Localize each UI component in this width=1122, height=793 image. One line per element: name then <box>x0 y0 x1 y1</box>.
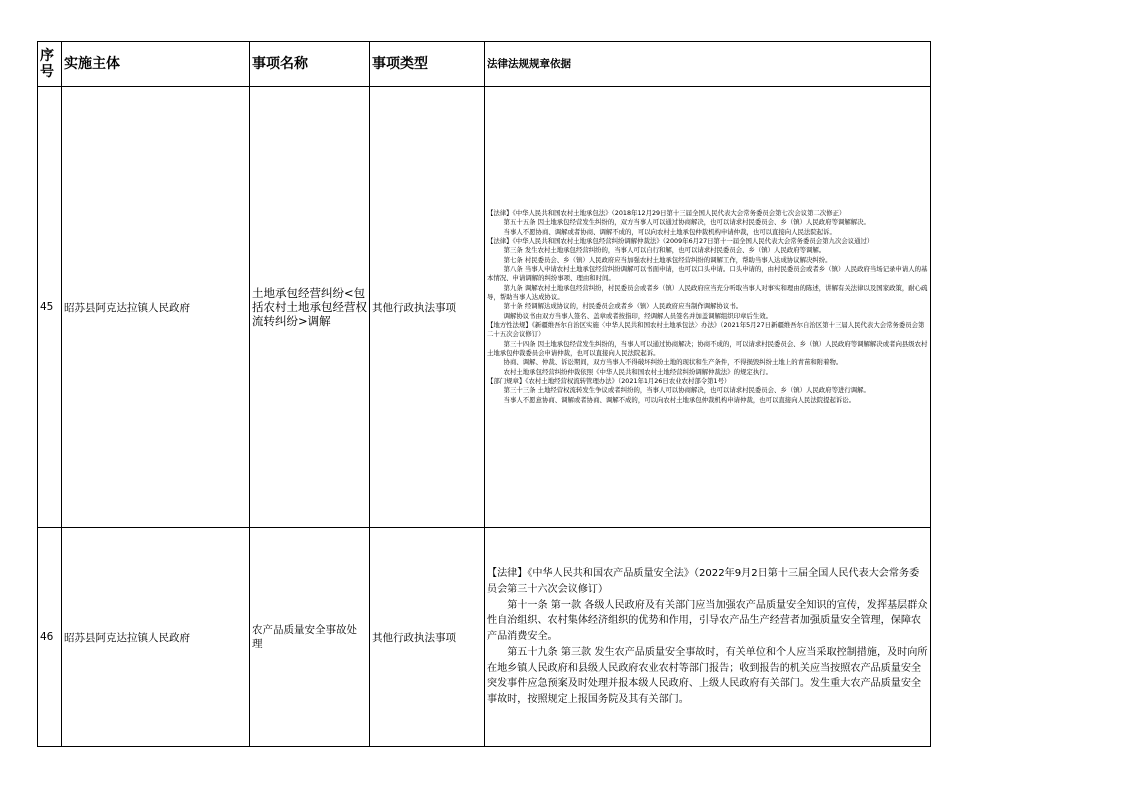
basis-paragraph: 第八条 当事人申请农村土地承包经营纠纷调解可以书面申请，也可以口头申请。口头申请的，由村民委员会或者乡（镇）人民政府当场记录申请人的基本情况、申请调解的纠纷事项、理由和时间。 <box>487 264 928 283</box>
basis-paragraph: 第三十四条 因土地承包经营发生纠纷的，当事人可以通过协商解决；协商不成的，可以请求村民委员会、乡（镇）人民政府等调解解决或者向县级农村土地承包仲裁委员会申请仲裁，也可以直接向人民法院起诉。 <box>487 339 928 358</box>
item-name: 农产品质量安全事故处理 <box>250 528 370 747</box>
header-legal-basis: 法律法规规章依据 <box>485 42 931 87</box>
header-item-type: 事项类型 <box>370 42 485 87</box>
basis-paragraph: 【地方性法规】《新疆维吾尔自治区实施〈中华人民共和国农村土地承包法〉办法》（2021年5月27日新疆维吾尔自治区第十三届人民代表大会常务委员会第二十五次会议修订） <box>487 321 925 339</box>
basis-paragraph: 第五十九条 第三款 发生农产品质量安全事故时，有关单位和个人应当采取控制措施，及时向所在地乡镇人民政府和县级人民政府农业农村等部门报告；收到报告的机关应当按照农产品质量安全突发事件应急预案及时处理并报本级人民政府、上级人民政府有关部门。发生重大农产品质量安全事故时，按照规定上报国务院及其有关部门。 <box>487 646 928 705</box>
row-number: 45 <box>38 87 62 528</box>
implementing-entity: 昭苏县阿克达拉镇人民政府 <box>62 87 250 528</box>
basis-paragraph: 第三条 发生农村土地承包经营纠纷的，当事人可以自行和解，也可以请求村民委员会、乡（镇）人民政府等调解。 <box>503 246 826 255</box>
basis-paragraph: 当事人不愿意协商、调解或者协商、调解不成的，可以向农村土地承包仲裁机构申请仲裁，也可以直接向人民法院提起诉讼。 <box>503 395 856 404</box>
enforcement-items-table <box>37 41 931 747</box>
basis-paragraph: 第九条 调解农村土地承包经营纠纷，村民委员会或者乡（镇）人民政府应当充分听取当事人对事实和理由的陈述，讲解有关法律以及国家政策，耐心疏导，帮助当事人达成协议。 <box>487 283 928 301</box>
legal-basis-text <box>487 564 928 709</box>
item-name: 土地承包经营纠纷<包括农村土地承包经营权流转纠纷>调解 <box>250 87 370 528</box>
basis-paragraph: 第五十五条 因土地承包经营发生纠纷的，双方当事人可以通过协商解决，也可以请求村民委员会、乡（镇）人民政府等调解解决。 <box>503 218 870 227</box>
implementing-entity: 昭苏县阿克达拉镇人民政府 <box>62 528 250 747</box>
basis-paragraph: 当事人不愿协商、调解或者协商、调解不成的，可以向农村土地承包仲裁机构申请仲裁，也可以直接向人民法院起诉。 <box>503 227 836 236</box>
item-type: 其他行政执法事项 <box>370 528 485 747</box>
basis-paragraph: 【法律】《中华人民共和国农产品质量安全法》（2022年9月2日第十三届全国人民代表大会常务委员会第三十六次会议修订） <box>487 568 920 596</box>
legal-basis-cell <box>485 87 931 528</box>
basis-paragraph: 农村土地承包经营纠纷仲裁依照《中华人民共和国农村土地经营纠纷调解仲裁法》的规定执行。 <box>503 367 773 376</box>
header-no: 序号 <box>38 42 62 87</box>
basis-paragraph: 【法律】《中华人民共和国农村土地承包经营纠纷调解仲裁法》（2009年6月27日第十一届全国人民代表大会常务委员会第九次会议通过） <box>487 236 874 245</box>
header-item-name: 事项名称 <box>250 42 370 87</box>
header-row <box>38 42 931 87</box>
header-entity: 实施主体 <box>62 42 250 87</box>
basis-paragraph: 第七条 村民委员会、乡（镇）人民政府应当加强农村土地承包经营纠纷的调解工作，帮助当事人达成协议解决纠纷。 <box>503 255 832 264</box>
basis-paragraph: 调解协议书由双方当事人签名、盖章或者按指印，经调解人员签名并加盖调解组织印章后生效。 <box>503 311 773 320</box>
basis-paragraph: 第十条 经调解达成协议的，村民委员会或者乡（镇）人民政府应当制作调解协议书。 <box>503 302 743 311</box>
table-row <box>38 87 931 528</box>
item-type: 其他行政执法事项 <box>370 87 485 528</box>
basis-paragraph: 第十一条 第一款 各级人民政府及有关部门应当加强农产品质量安全知识的宣传，发挥基层群众性自治组织、农村集体经济组织的优势和作用，引导农产品生产经营者加强质量安全管理，保障农产品消费安全。 <box>487 599 928 643</box>
legal-basis-text <box>487 207 928 407</box>
basis-paragraph: 协商、调解、仲裁、诉讼期间，双方当事人不得破坏纠纷土地的现状和生产条件，不得损毁纠纷土地上的青苗和附着物。 <box>503 358 843 367</box>
legal-basis-cell <box>485 528 931 747</box>
table-row <box>38 528 931 747</box>
basis-paragraph: 【法律】《中华人民共和国农村土地承包法》（2018年12月29日第十三届全国人民代表大会常务委员会第七次会议第二次修正） <box>487 208 846 217</box>
row-number: 46 <box>38 528 62 747</box>
basis-paragraph: 【部门规章】《农村土地经营权流转管理办法》（2021年1月26日农业农村部令第1号） <box>487 377 731 386</box>
basis-paragraph: 第三十三条 土地经营权流转发生争议或者纠纷的，当事人可以协商解决，也可以请求村民委员会、乡（镇）人民政府等进行调解。 <box>503 386 870 395</box>
